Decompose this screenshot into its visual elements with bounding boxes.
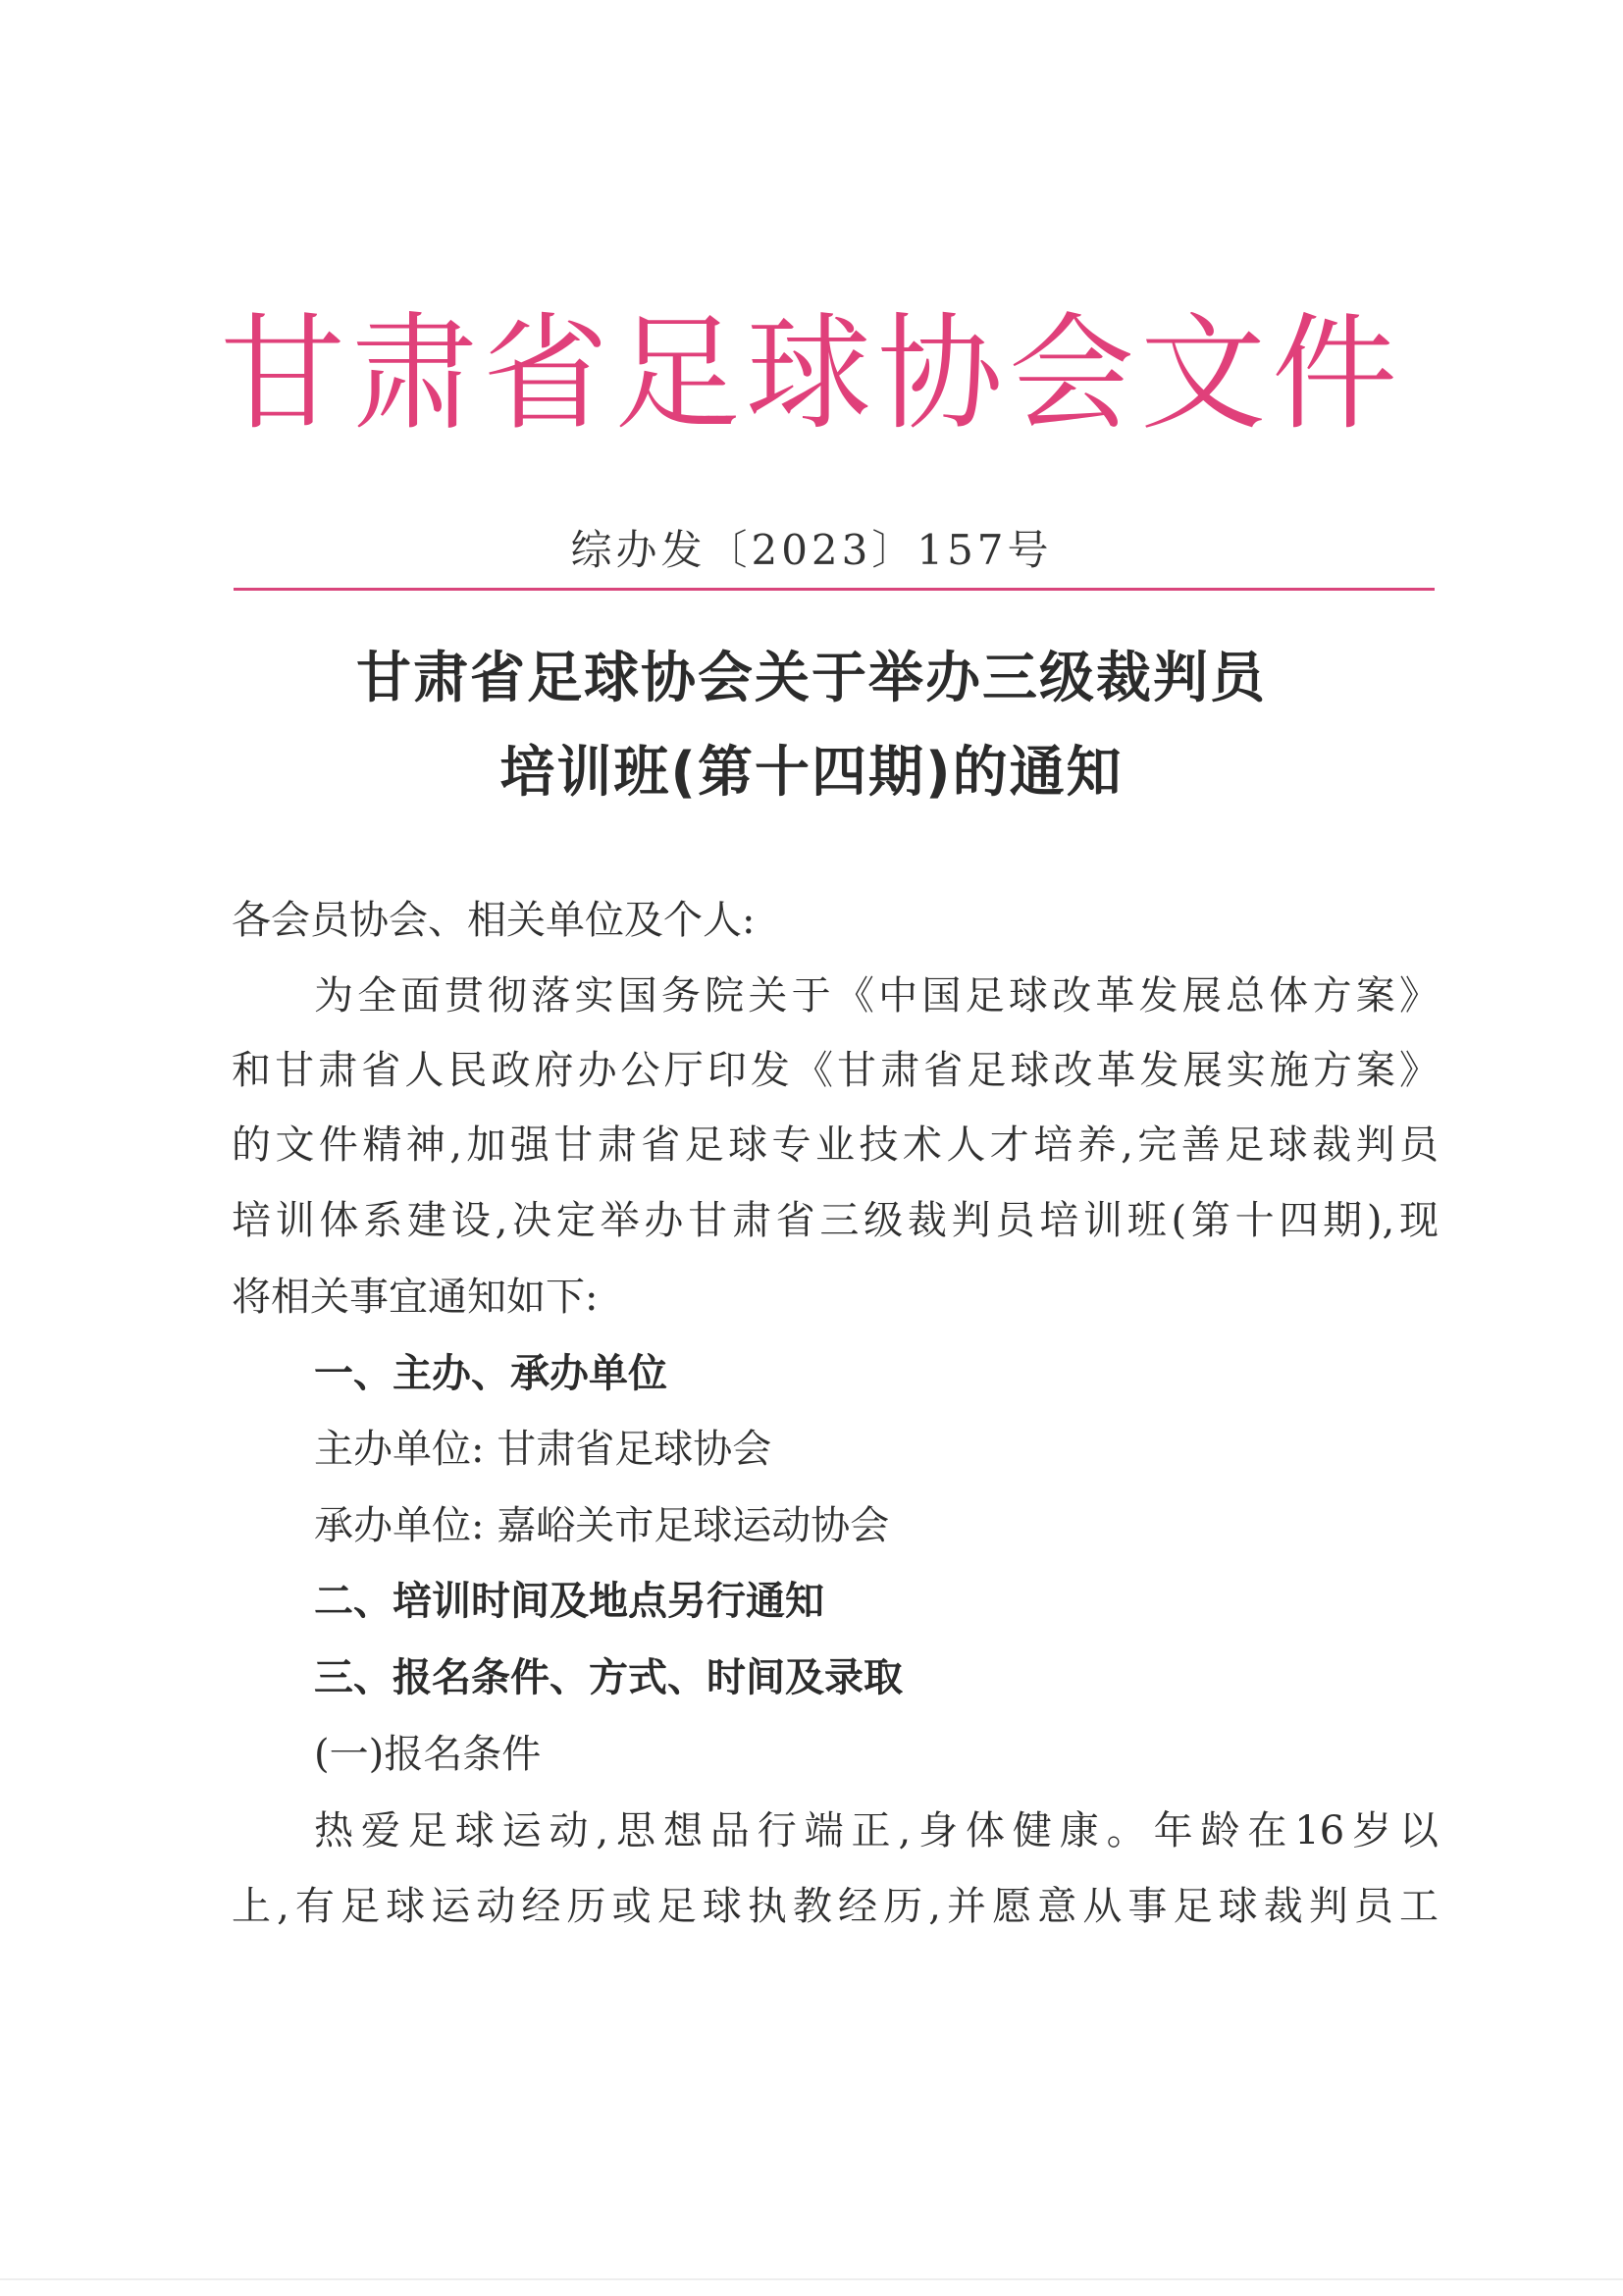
intro-line-3: 的文件精神,加强甘肃省足球专业技术人才培养,完善足球裁判员 <box>232 1122 1439 1168</box>
section-2-heading: 二、培训时间及地点另行通知 <box>314 1579 824 1624</box>
red-divider-line <box>234 588 1435 591</box>
conditions-line-1: 热爱足球运动,思想品行端正,身体健康。年龄在16岁以 <box>314 1808 1439 1853</box>
scan-edge-line <box>0 2278 1623 2280</box>
intro-line-4: 培训体系建设,决定举办甘肃省三级裁判员培训班(第十四期),现 <box>232 1198 1439 1243</box>
issuer-header: 甘肃省足球协会文件 <box>219 301 1403 447</box>
section-1-heading: 一、主办、承办单位 <box>314 1351 667 1396</box>
notice-title-line-1: 甘肃省足球协会关于举办三级裁判员 <box>356 647 1267 710</box>
salutation: 各会员协会、相关单位及个人: <box>232 898 756 943</box>
co-organizer-line: 承办单位: 嘉峪关市足球运动协会 <box>314 1503 890 1548</box>
conditions-line-2: 上,有足球运动经历或足球执教经历,并愿意从事足球裁判员工 <box>232 1884 1439 1929</box>
document-number: 综办发〔2023〕157号 <box>570 526 1053 574</box>
intro-line-2: 和甘肃省人民政府办公厅印发《甘肃省足球改革发展实施方案》 <box>232 1048 1439 1093</box>
organizer-line: 主办单位: 甘肃省足球协会 <box>314 1427 772 1472</box>
intro-line-5: 将相关事宜通知如下: <box>232 1275 599 1320</box>
section-3-heading: 三、报名条件、方式、时间及录取 <box>314 1655 903 1700</box>
notice-title-line-2: 培训班(第十四期)的通知 <box>499 741 1124 805</box>
subsection-1-heading: (一)报名条件 <box>314 1732 542 1777</box>
intro-line-1: 为全面贯彻落实国务院关于《中国足球改革发展总体方案》 <box>314 973 1439 1018</box>
